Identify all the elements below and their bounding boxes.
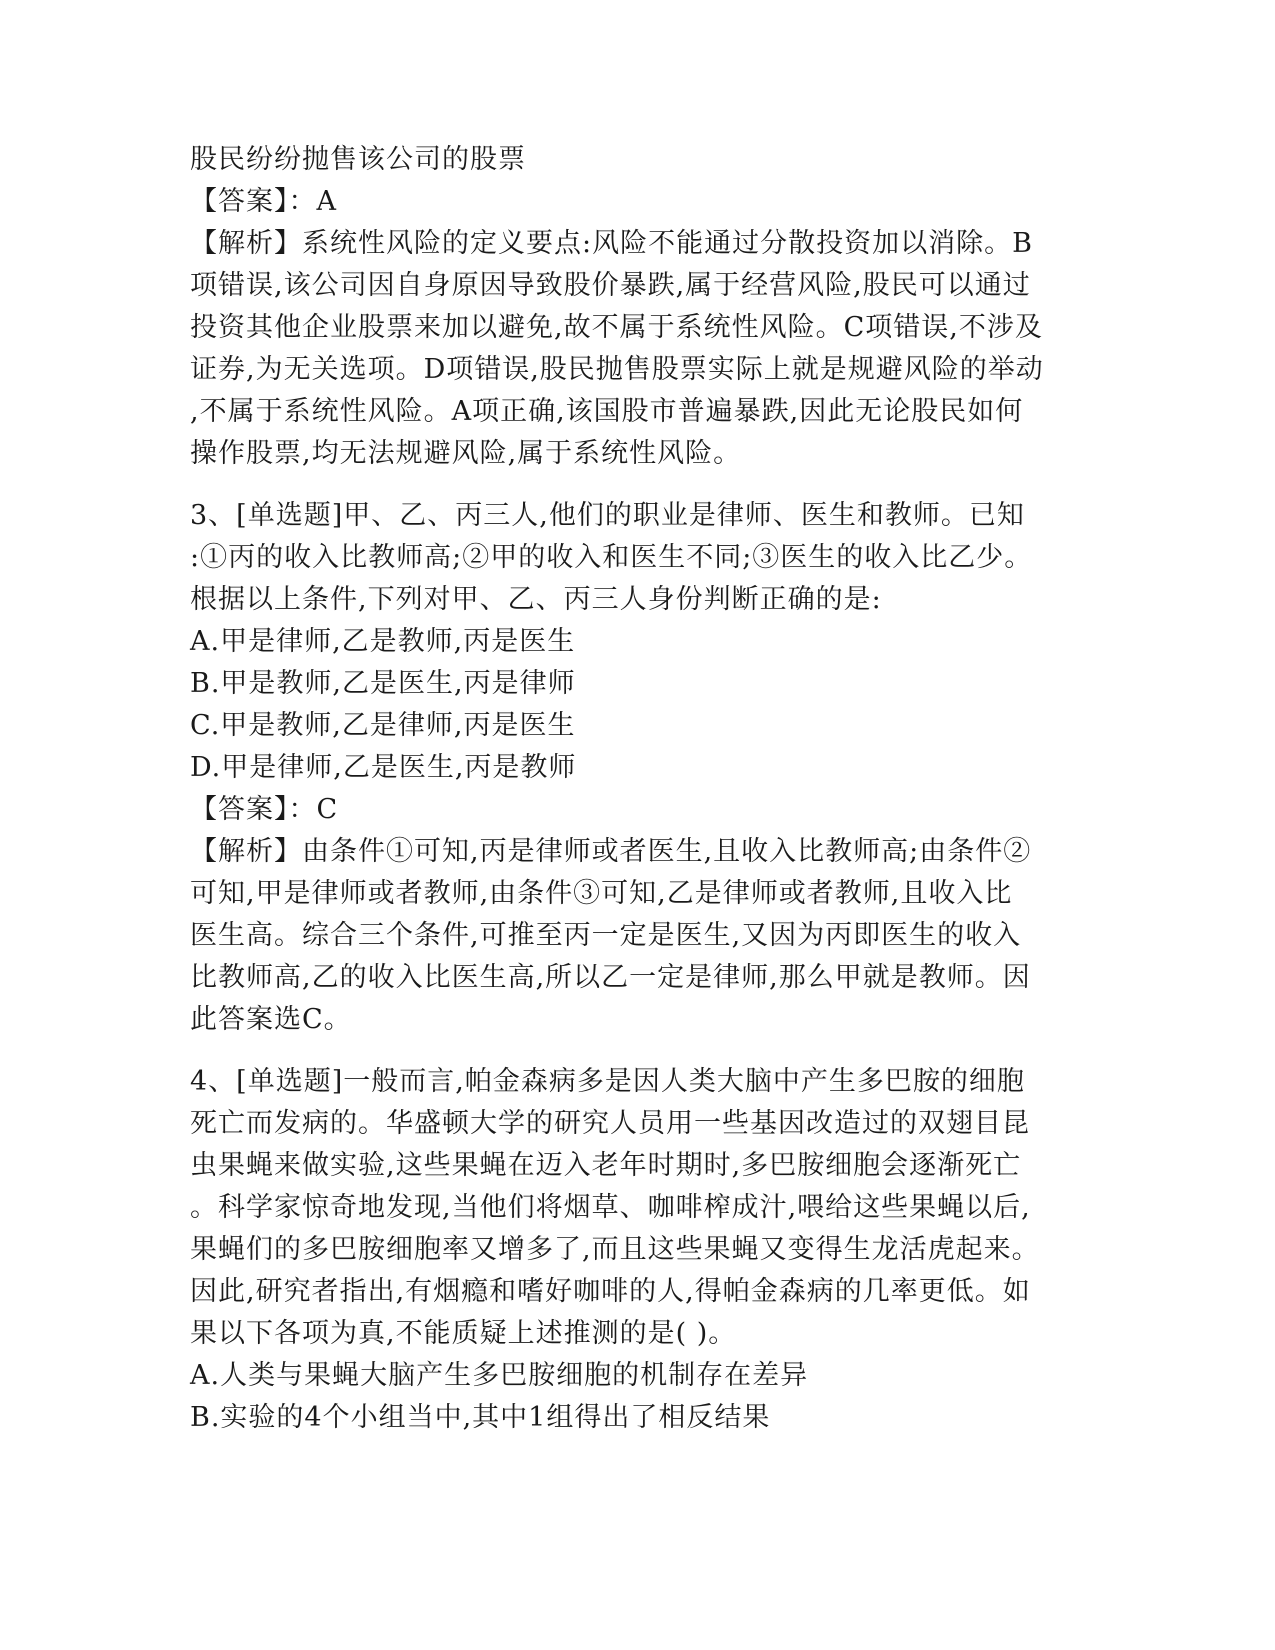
question-line: 果以下各项为真,不能质疑上述推测的是( )。 — [190, 1318, 737, 1349]
explanation-line: 【解析】系统性风险的定义要点:风险不能通过分散投资加以消除。B — [190, 228, 1033, 259]
explanation-line: 此答案选C。 — [190, 1004, 352, 1035]
explanation-line: 操作股票,均无法规避风险,属于系统性风险。 — [190, 438, 742, 469]
explanation-line: 投资其他企业股票来加以避免,故不属于系统性风险。C项错误,不涉及 — [190, 312, 1043, 343]
explanation-line: 【解析】由条件①可知,丙是律师或者医生,且收入比教师高;由条件② — [190, 836, 1032, 867]
explanation-line: 比教师高,乙的收入比医生高,所以乙一定是律师,那么甲就是教师。因 — [190, 962, 1031, 993]
option-c: C.甲是教师,乙是律师,丙是医生 — [190, 710, 576, 741]
text-line: 股民纷纷抛售该公司的股票 — [190, 144, 526, 175]
option-a: A.甲是律师,乙是教师,丙是医生 — [190, 626, 576, 657]
answer-line: 【答案】：C — [190, 794, 339, 825]
option-b: B.实验的4个小组当中,其中1组得出了相反结果 — [190, 1402, 771, 1433]
question-line: 根据以上条件,下列对甲、乙、丙三人身份判断正确的是: — [190, 584, 882, 615]
explanation-line: 证券,为无关选项。D项错误,股民抛售股票实际上就是规避风险的举动 — [190, 354, 1044, 385]
question-line: 果蝇们的多巴胺细胞率又增多了,而且这些果蝇又变得生龙活虎起来。 — [190, 1234, 1040, 1265]
question-line: 4、[单选题]一般而言,帕金森病多是因人类大脑中产生多巴胺的细胞 — [190, 1066, 1025, 1097]
question-line: 3、[单选题]甲、乙、丙三人,他们的职业是律师、医生和教师。已知 — [190, 500, 1025, 531]
question-line: 。科学家惊奇地发现,当他们将烟草、咖啡榨成汁,喂给这些果蝇以后, — [190, 1192, 1031, 1223]
option-d: D.甲是律师,乙是医生,丙是教师 — [190, 752, 577, 783]
question-line: :①丙的收入比教师高;②甲的收入和医生不同;③医生的收入比乙少。 — [190, 542, 1033, 573]
answer-line: 【答案】：A — [190, 186, 337, 217]
question-line: 因此,研究者指出,有烟瘾和嗜好咖啡的人,得帕金森病的几率更低。如 — [190, 1276, 1031, 1307]
question-line: 虫果蝇来做实验,这些果蝇在迈入老年时期时,多巴胺细胞会逐渐死亡 — [190, 1150, 1022, 1181]
option-b: B.甲是教师,乙是医生,丙是律师 — [190, 668, 576, 699]
option-a: A.人类与果蝇大脑产生多巴胺细胞的机制存在差异 — [190, 1360, 809, 1391]
question-line: 死亡而发病的。华盛顿大学的研究人员用一些基因改造过的双翅目昆 — [190, 1108, 1030, 1139]
explanation-line: 医生高。综合三个条件,可推至丙一定是医生,又因为丙即医生的收入 — [190, 920, 1022, 951]
explanation-line: 项错误,该公司因自身原因导致股价暴跌,属于经营风险,股民可以通过 — [190, 270, 1031, 301]
explanation-line: ,不属于系统性风险。A项正确,该国股市普遍暴跌,因此无论股民如何 — [190, 396, 1024, 427]
explanation-line: 可知,甲是律师或者教师,由条件③可知,乙是律师或者教师,且收入比 — [190, 878, 1013, 909]
